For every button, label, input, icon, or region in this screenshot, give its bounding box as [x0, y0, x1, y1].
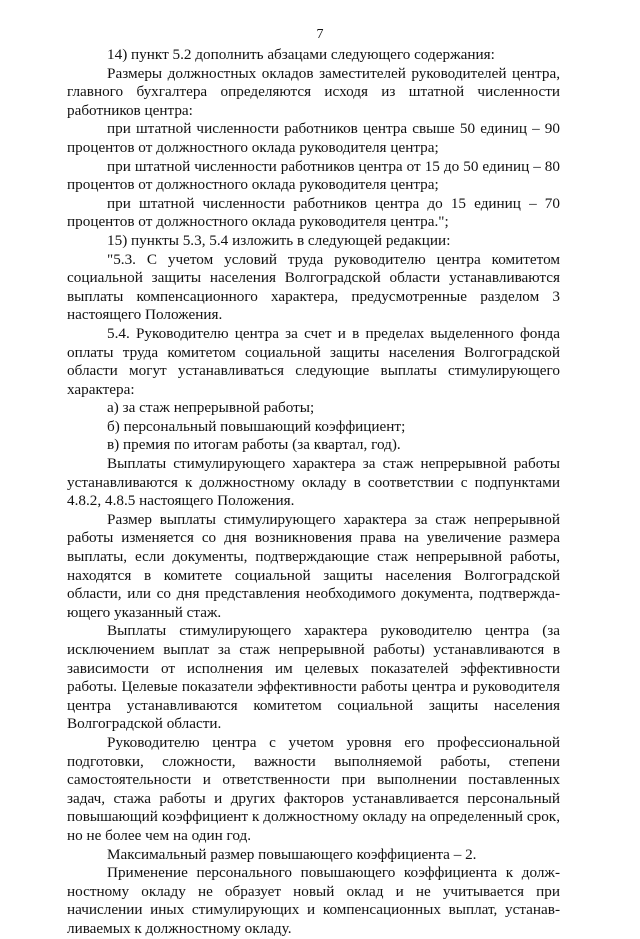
paragraph-item-14: 14) пункт 5.2 дополнить абзацами следующего содержания: [107, 46, 495, 63]
paragraph-max-coefficient: Максимальный размер повышающего коэффициента – 2. [107, 845, 477, 863]
paragraph-target-indicators: Выплаты стимулирующего характера руководителю центра (за исключением выплат за стаж непрерывной работы) устанавливаются в зависимости от исполнения им целевых показателей эффективности работы. Целевые показатели эффективности работы центра и руководителя центра устанавливаются комитетом социальной защиты населения Волгоградской области. [67, 622, 560, 733]
paragraph-coefficient-application: Применение персонального повышающего коэффициента к должностному окладу не образует новый оклад и не учитывается при начислении иных стимулирующих и компенсационных выплат, устанавливаемых к должностному окладу. [67, 864, 560, 937]
paragraph-seniority-payments: Выплаты стимулирующего характера за стаж непрерывной работы устанавливаются к должностному окладу в соответствии с подпунктами 4.8.2, 4.8.5 настоящего Положения. [67, 455, 560, 510]
paragraph-under-15: при штатной численности работников центра до 15 единиц – 70 процентов от должностного оклада руководителя центра."; [67, 194, 560, 231]
paragraph-5-3: "5.3. С учетом условий труда руководителю центра комитетом социальной защиты населения Волгоградской области устанавливаются выплаты компенсационного характера, предусмотренные разделом 3 настоящего Положения. [67, 250, 560, 324]
paragraph-15-to-50: при штатной численности работников центра от 15 до 50 единиц – 80 процентов от должностного оклада руководителя центра; [67, 157, 560, 194]
document-body [67, 46, 560, 939]
paragraph-over-50: при штатной численности работников центра свыше 50 единиц – 90 процентов от должностного оклада руководителя центра; [67, 120, 560, 156]
paragraph-item-15: 15) пункты 5.3, 5.4 изложить в следующей редакции: [107, 231, 451, 249]
list-item-a: а) за стаж непрерывной работы; [107, 399, 315, 417]
paragraph-personal-coefficient: Руководителю центра с учетом уровня его профессиональной подготовки, сложности, важности выполняемой работы, степени самостоятельности и ответственности при выполнении поставленных задач, стажа работы и других факторов устанавливается персональный повышающий коэффициент к должностному окладу на определенный срок, но не более чем на один год. [67, 733, 560, 844]
paragraph-seniority-change: Размер выплаты стимулирующего характера за стаж непрерывной работы изменяется со дня возникновения права на увеличение размера выплаты, если документы, подтверждающие стаж непрерывной работы, находятся в комитете социальной защиты населения Волгоградской области, или со дня представления необходимого документа, подтверждающего указанный стаж. [67, 510, 560, 621]
paragraph-5-4: 5.4. Руководителю центра за счет и в пределах выделенного фонда оплаты труда комитетом социальной защиты населения Волгоградской области могут устанавливаться следующие выплаты стимулирующего характера: [67, 324, 560, 398]
page-number: 7 [316, 27, 324, 42]
paragraph-deputy-salaries: Размеры должностных окладов заместителей руководителей центра, главного бухгалтера определяются исходя из штатной численности работников центра: [67, 64, 560, 119]
list-item-b: б) персональный повышающий коэффициент; [107, 417, 406, 435]
list-item-v: в) премия по итогам работы (за квартал, год). [107, 436, 401, 454]
